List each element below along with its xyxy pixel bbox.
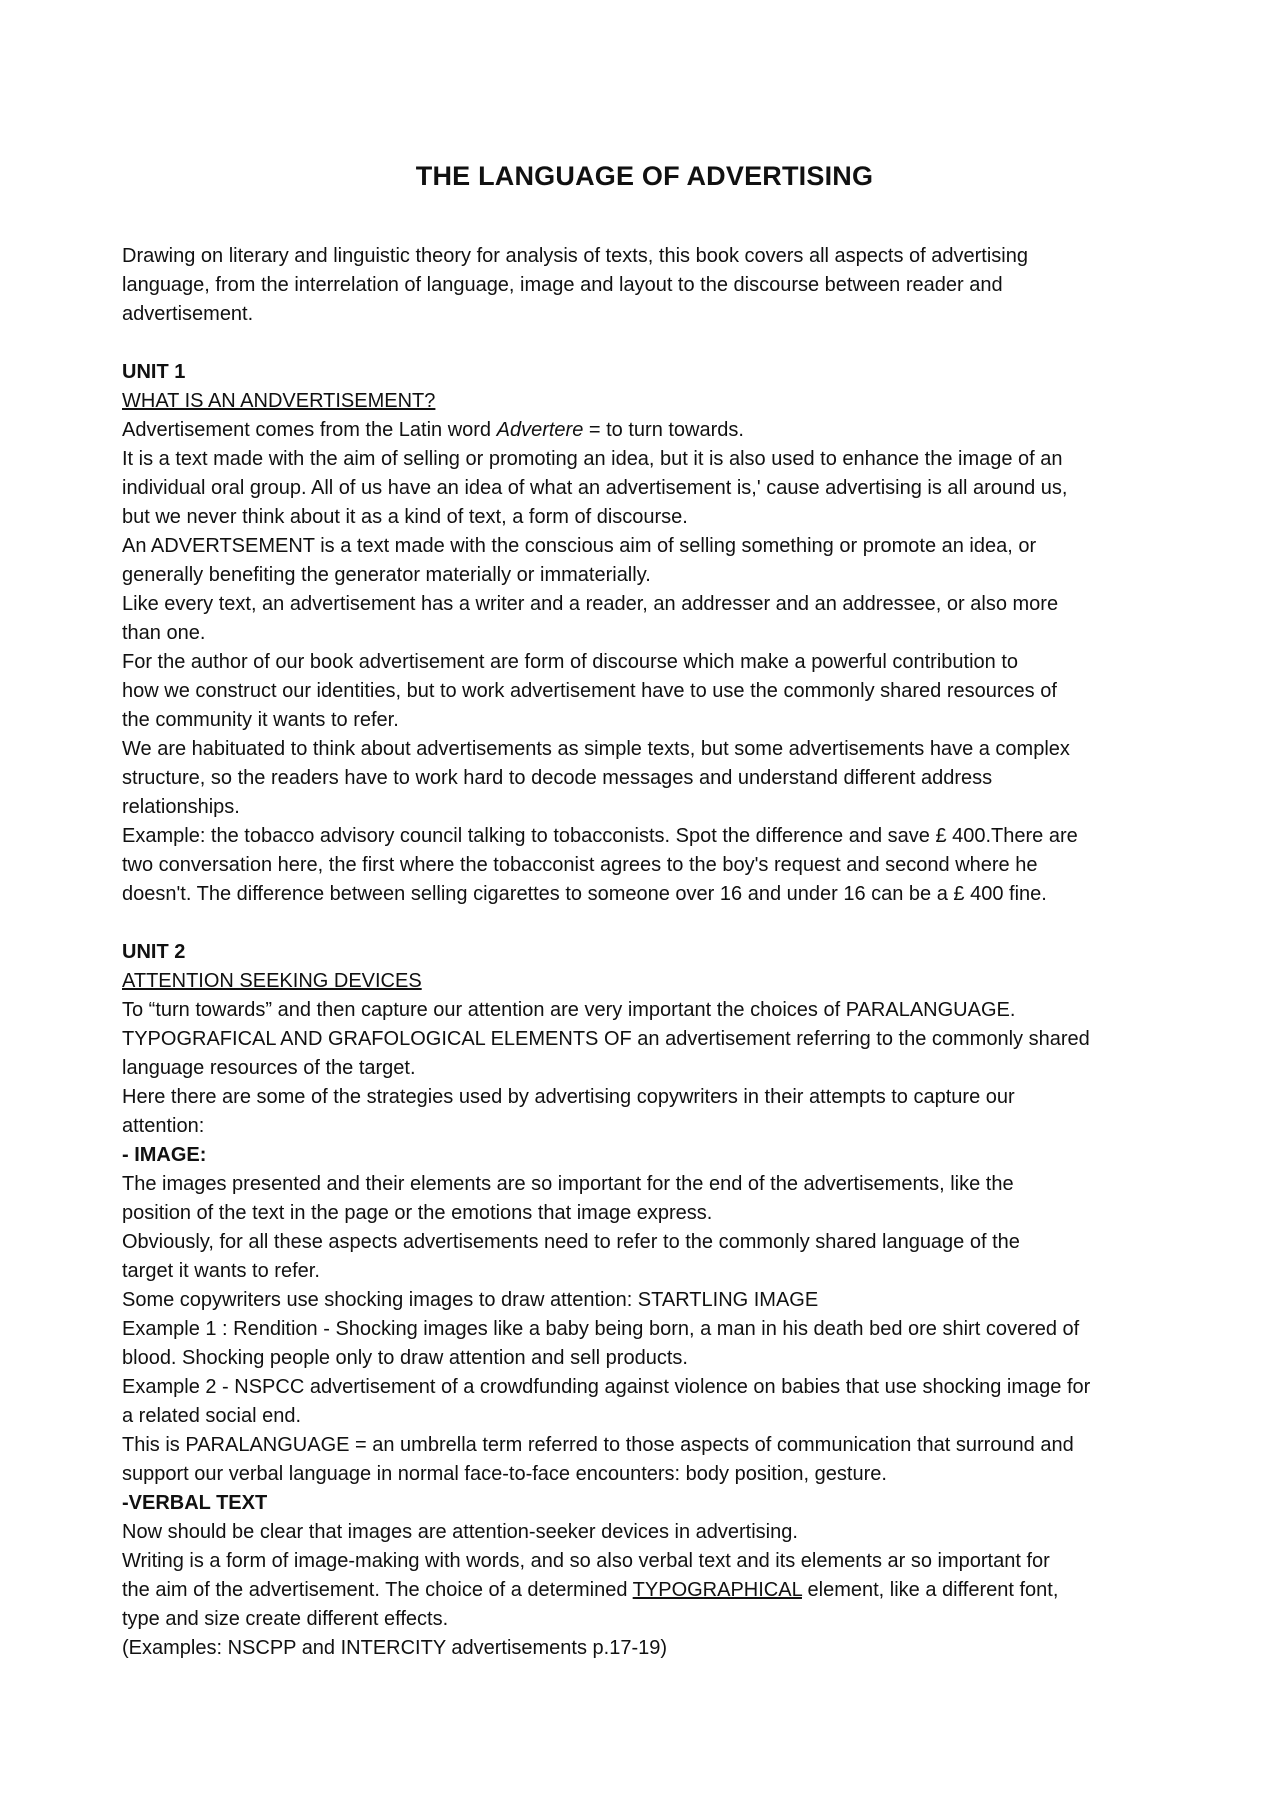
latin-line-before: Advertisement comes from the Latin word (122, 419, 497, 441)
body-line: two conversation here, the first where the tobacconist agrees to the boy's request and second where he (122, 854, 1038, 876)
typo-line-after: element, like a different font, (801, 1579, 1059, 1601)
document-page (122, 158, 1167, 1663)
body-line: type and size create different effects. (122, 1608, 449, 1630)
intro-line: Drawing on literary and linguistic theory for analysis of texts, this book covers all aspects of advertising (122, 245, 1028, 267)
body-line: This is PARALANGUAGE = an umbrella term referred to those aspects of communication that surround and (122, 1434, 1074, 1456)
intro-line: advertisement. (122, 303, 254, 325)
body-line: generally benefiting the generator materially or immaterially. (122, 564, 651, 586)
body-line: Writing is a form of image-making with words, and so also verbal text and its elements ar so important for (122, 1550, 1050, 1572)
typo-line-before: the aim of the advertisement. The choice of a determined (122, 1579, 633, 1601)
body-line: support our verbal language in normal face-to-face encounters: body position, gesture. (122, 1463, 887, 1485)
body-line: The images presented and their elements are so important for the end of the advertisements, like the (122, 1173, 1014, 1195)
document-title: THE LANGUAGE OF ADVERTISING (415, 161, 874, 191)
intro-paragraph (122, 242, 1167, 329)
body-line: individual oral group. All of us have an idea of what an advertisement is,' cause advertising is all around us, (122, 477, 1068, 499)
body-line: TYPOGRAFICAL AND GRAFOLOGICAL ELEMENTS OF an advertisement referring to the commonly shared (122, 1028, 1090, 1050)
body-line: language resources of the target. (122, 1057, 416, 1079)
unit-2-section (122, 938, 1167, 1663)
body-line: a related social end. (122, 1405, 302, 1427)
body-line: (Examples: NSCPP and INTERCITY advertisements p.17-19) (122, 1637, 668, 1659)
latin-line-after: = to turn towards. (583, 419, 744, 441)
body-line: For the author of our book advertisement are form of discourse which make a powerful contribution to (122, 651, 1019, 673)
body-line: Now should be clear that images are attention-seeker devices in advertising. (122, 1521, 798, 1543)
body-line: but we never think about it as a kind of text, a form of discourse. (122, 506, 688, 528)
unit-1-section (122, 358, 1167, 909)
body-line: target it wants to refer. (122, 1260, 320, 1282)
typographical-line (122, 1576, 1167, 1605)
body-line: position of the text in the page or the emotions that image express. (122, 1202, 713, 1224)
latin-word-line (122, 416, 1167, 445)
verbal-text-heading: -VERBAL TEXT (122, 1492, 268, 1514)
unit-1-heading: UNIT 1 (122, 361, 186, 383)
typographical-term: TYPOGRAPHICAL (632, 1579, 802, 1601)
body-line: how we construct our identities, but to work advertisement have to use the commonly shared resources of (122, 680, 1057, 702)
body-line: Example 1 : Rendition - Shocking images like a baby being born, a man in his death bed ore shirt covered of (122, 1318, 1080, 1340)
body-line: An ADVERTSEMENT is a text made with the conscious aim of selling something or promote an idea, or (122, 535, 1037, 557)
body-line: relationships. (122, 796, 240, 818)
body-line: blood. Shocking people only to draw attention and sell products. (122, 1347, 688, 1369)
body-line: To “turn towards” and then capture our attention are very important the choices of PARALANGUAGE. (122, 999, 1016, 1021)
body-line: Like every text, an advertisement has a writer and a reader, an addresser and an addressee, or also more (122, 593, 1059, 615)
image-heading: - IMAGE: (122, 1144, 207, 1166)
body-line: Some copywriters use shocking images to draw attention: STARTLING IMAGE (122, 1289, 819, 1311)
body-line: Example: the tobacco advisory council talking to tobacconists. Spot the difference and save £ 400.There are (122, 825, 1078, 847)
section-spacer (122, 909, 1167, 938)
body-line: It is a text made with the aim of selling or promoting an idea, but it is also used to enhance the image of an (122, 448, 1063, 470)
intro-line: language, from the interrelation of language, image and layout to the discourse between reader and (122, 274, 1003, 296)
body-line: Here there are some of the strategies used by advertising copywriters in their attempts to capture our (122, 1086, 1015, 1108)
latin-word: Advertere (496, 419, 584, 441)
body-line: than one. (122, 622, 206, 644)
body-line: Example 2 - NSPCC advertisement of a crowdfunding against violence on babies that use shocking image for (122, 1376, 1091, 1398)
body-line: attention: (122, 1115, 205, 1137)
body-line: Obviously, for all these aspects advertisements need to refer to the commonly shared language of the (122, 1231, 1020, 1253)
body-line: We are habituated to think about advertisements as simple texts, but some advertisements have a complex (122, 738, 1070, 760)
unit-2-subheading: ATTENTION SEEKING DEVICES (122, 970, 422, 992)
body-line: doesn't. The difference between selling cigarettes to someone over 16 and under 16 can be a £ 400 fine. (122, 883, 1047, 905)
unit-2-heading: UNIT 2 (122, 941, 186, 963)
body-line: structure, so the readers have to work hard to decode messages and understand different address (122, 767, 993, 789)
unit-1-subheading: WHAT IS AN ANDVERTISEMENT? (122, 390, 436, 412)
body-line: the community it wants to refer. (122, 709, 399, 731)
